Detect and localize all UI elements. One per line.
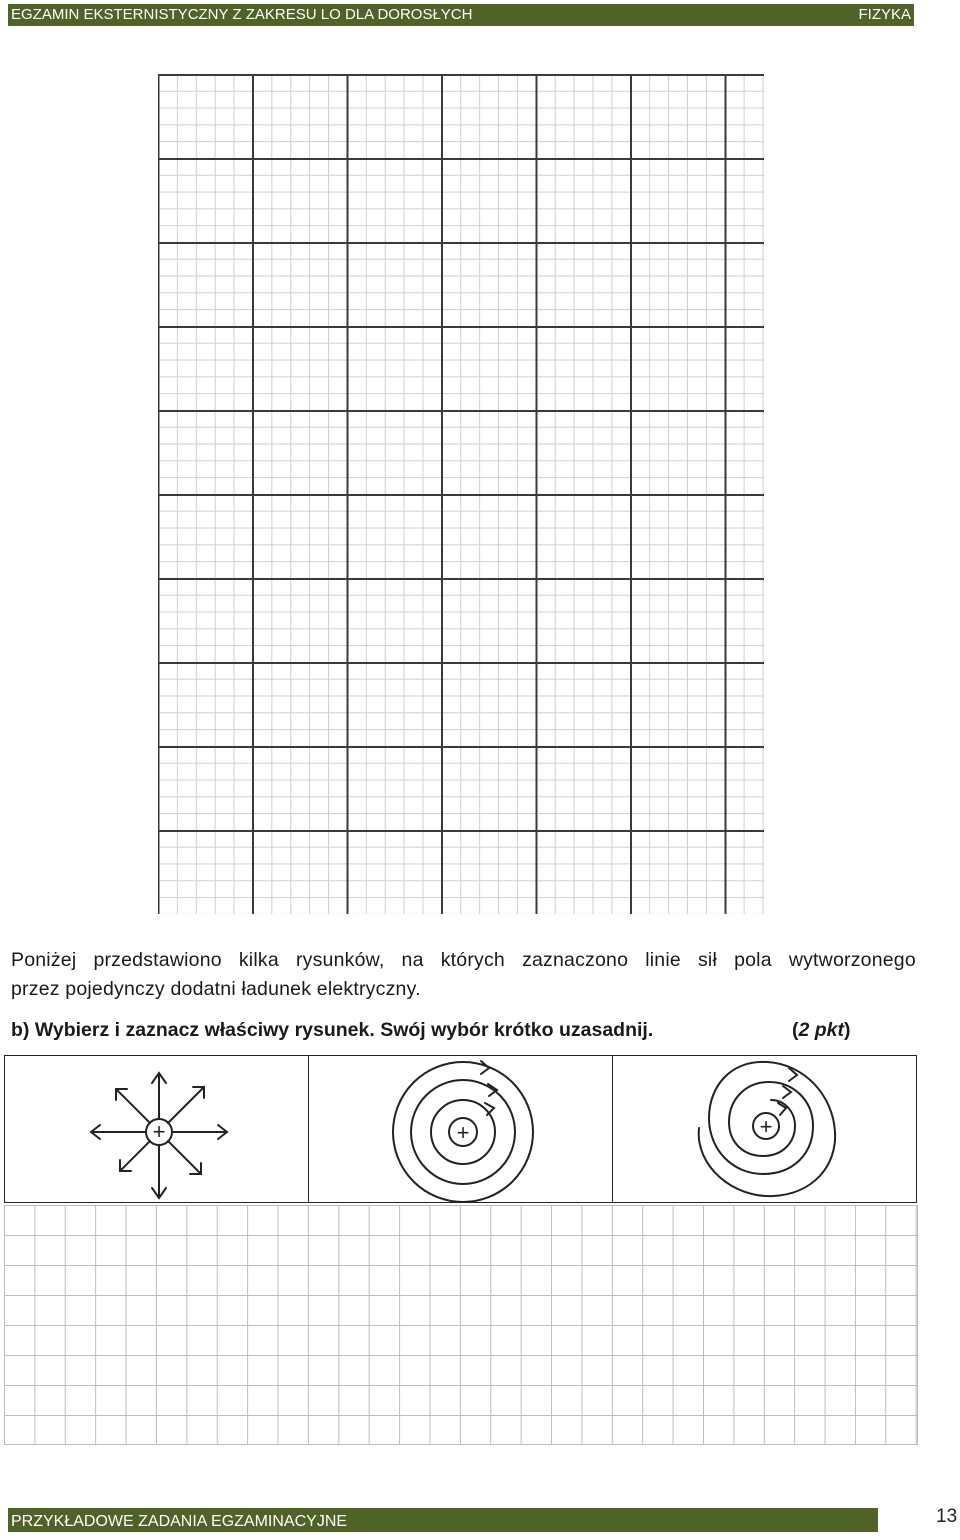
intro-word: zaznaczono (522, 949, 629, 971)
intro-word: sił (697, 949, 717, 971)
figure-spiral[interactable] (612, 1056, 916, 1202)
exam-title: EGZAMIN EKSTERNISTYCZNY Z ZAKRESU LO DLA DOROSŁYCH (11, 6, 473, 23)
footer-bar (8, 1508, 878, 1532)
task-b (11, 1016, 916, 1044)
header-bar (8, 4, 914, 26)
intro-word: kilka (238, 949, 279, 971)
charge-plus: + (456, 1120, 470, 1145)
figure-concentric[interactable] (308, 1056, 612, 1202)
figures-row (4, 1055, 917, 1203)
answer-grid-top[interactable] (158, 74, 764, 914)
intro-word: których (440, 949, 505, 971)
intro-word: linie (645, 949, 681, 971)
intro-word: Poniżej (11, 949, 77, 971)
intro-word: na (401, 949, 424, 971)
charge-plus: + (759, 1114, 773, 1139)
page-number: 13 (936, 1506, 958, 1527)
footer-text: PRZYKŁADOWE ZADANIA EGZAMINACYJNE (11, 1513, 348, 1530)
task-points: (2 pkt) (792, 1019, 851, 1041)
answer-grid-bottom[interactable] (4, 1205, 918, 1445)
intro-line-1 (11, 946, 916, 975)
intro-line-2: przez pojedynczy dodatni ładunek elektryczny. (11, 978, 421, 1000)
intro-word: rysunków, (295, 949, 385, 971)
task-intro (11, 946, 916, 1004)
subject-label: FIZYKA (858, 6, 911, 23)
figure-radial[interactable] (5, 1056, 308, 1202)
intro-word: przedstawiono (93, 949, 222, 971)
task-b-text: b) Wybierz i zaznacz właściwy rysunek. Swój wybór krótko uzasadnij. (11, 1019, 654, 1041)
intro-word: wytworzonego (788, 949, 916, 971)
intro-word: pola (734, 949, 772, 971)
charge-plus: + (152, 1119, 166, 1144)
